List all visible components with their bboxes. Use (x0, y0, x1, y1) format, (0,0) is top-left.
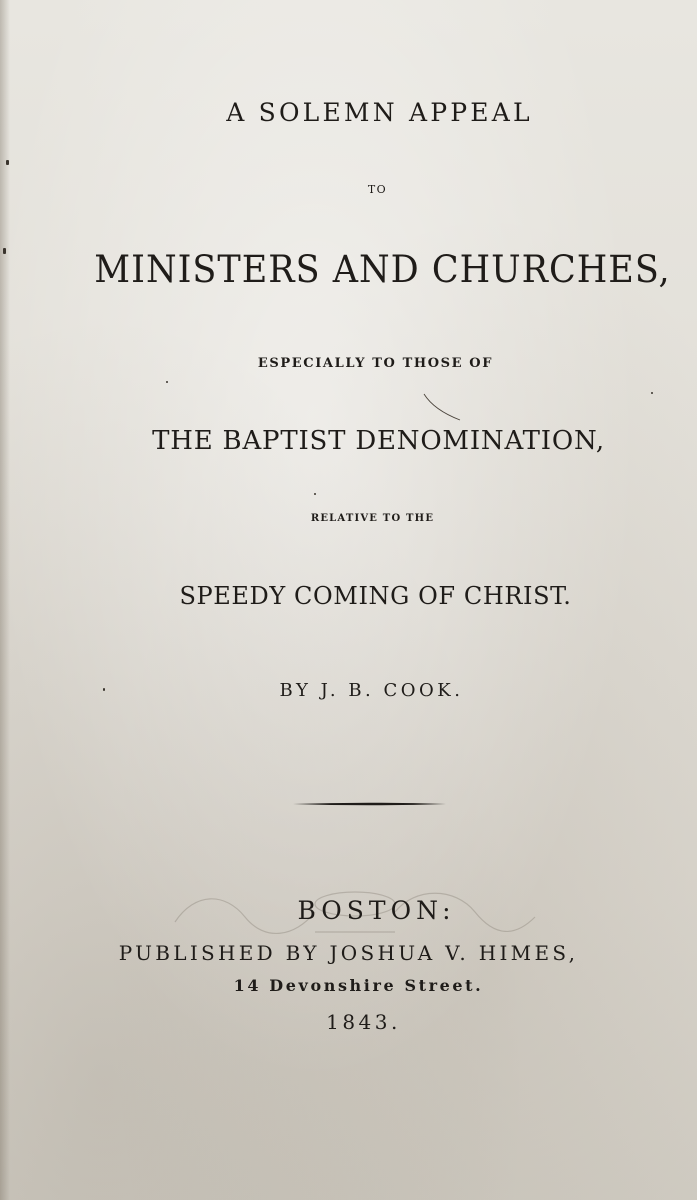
subject-line: SPEEDY COMING OF CHRIST. (179, 582, 572, 610)
imprint-address: 14 Devonshire Street. (233, 976, 484, 995)
paper-speck (3, 248, 6, 254)
paper-speck (314, 493, 316, 495)
paper-hair-mark (422, 392, 462, 422)
relative-line: RELATIVE TO THE (310, 513, 435, 524)
paper-speck (651, 392, 653, 394)
especially-line: ESPECIALLY TO THOSE OF (257, 356, 494, 371)
title-line-2: MINISTERS AND CHURCHES, (94, 248, 671, 292)
paper-speck (166, 381, 168, 383)
title-line-1: A SOLEMN APPEAL (226, 98, 533, 127)
imprint-city: BOSTON: (297, 896, 456, 925)
imprint-year: 1843. (326, 1010, 401, 1034)
connector-to: TO (367, 183, 388, 196)
ornamental-rule (293, 802, 446, 806)
imprint-publisher: PUBLISHED BY JOSHUA V. HIMES, (118, 941, 579, 965)
paper-speck (103, 688, 105, 691)
denomination-line: THE BAPTIST DENOMINATION, (152, 426, 605, 456)
author-line: BY J. B. COOK. (279, 680, 464, 701)
paper-speck (6, 160, 9, 165)
